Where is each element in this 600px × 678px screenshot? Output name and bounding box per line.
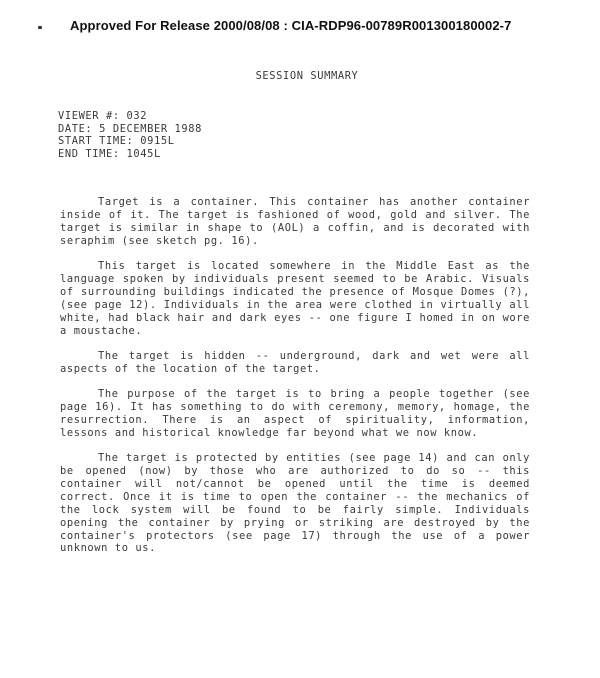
viewer-number: VIEWER #: 032: [58, 110, 148, 122]
session-date: DATE: 5 DECEMBER 1988: [58, 122, 202, 135]
release-header: Approved For Release 2000/08/08 : CIA-RDP96-00789R001300180002-7: [70, 18, 512, 33]
paragraph-2: This target is located somewhere in the Middle East as the language spoken by individuals present seemed to be Arabic. Visuals of surrounding buildings indicated the presence of Mosque Domes (?), (see page 12). Individuals in the area were clothed in virtually all white, had black hair and dark eyes -- one figure I homed in on wore a moustache.: [60, 260, 530, 337]
start-time: START TIME: 0915L: [58, 135, 175, 148]
end-time: END TIME: 1045L: [58, 147, 161, 160]
paragraph-3: The target is hidden -- underground, dark and wet were all aspects of the location of the target.: [60, 349, 530, 375]
stray-ink-mark: [38, 26, 42, 29]
paragraph-4: The purpose of the target is to bring a people together (see page 16). It has something to do with ceremony, memory, homage, the resurrection. There is an aspect of spirituality, information, lessons and historical knowledge far beyond what we now know.: [60, 388, 530, 439]
session-meta: [58, 110, 202, 160]
session-title: SESSION SUMMARY: [255, 70, 359, 82]
summary-body: [60, 196, 530, 568]
paragraph-5: The target is protected by entities (see page 14) and can only be opened (now) by those who are authorized to do so -- this container will not/cannot be opened until the time is deemed correct. Once it is time to open the container -- the mechanics of the lock system will be found to be fairly simple. Individuals opening the container by prying or striking are destroyed by the container's protectors (see page 17) through the use of a power unknown to us.: [60, 452, 530, 555]
paragraph-1: Target is a container. This container has another container inside of it. The target is fashioned of wood, gold and silver. The target is similar in shape to (AOL) a coffin, and is decorated with seraphim (see sketch pg. 16).: [60, 196, 530, 247]
